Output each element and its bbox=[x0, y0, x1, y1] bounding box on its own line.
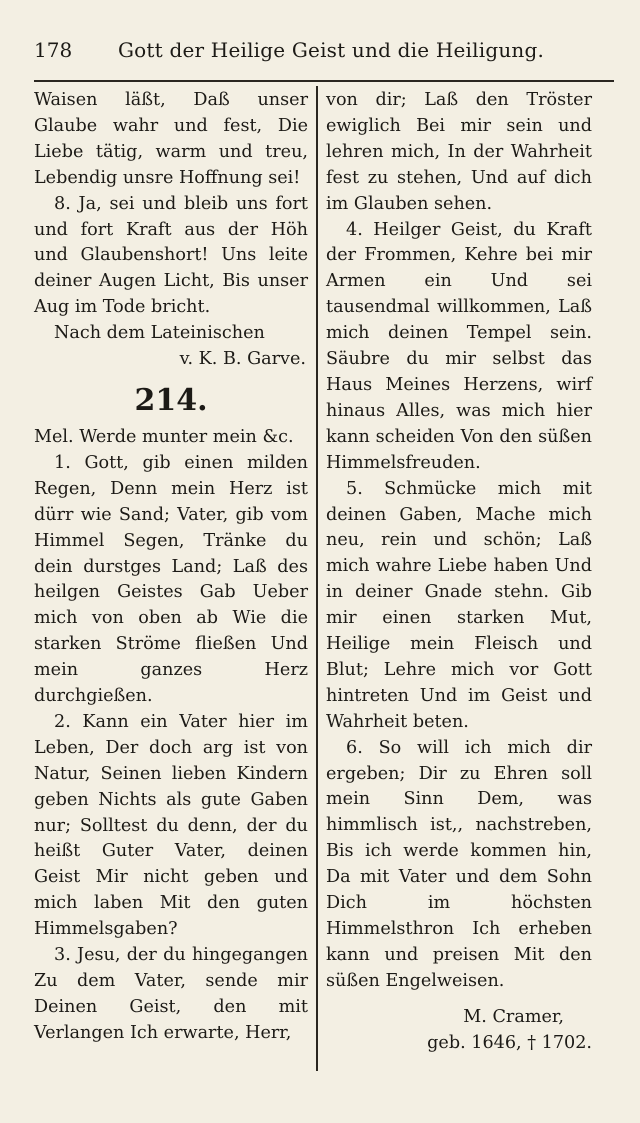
right-column bbox=[326, 88, 592, 1057]
translation-attribution: Nach dem Lateinischen bbox=[54, 323, 265, 344]
column-divider bbox=[316, 86, 318, 1071]
author-name: M. Cramer, bbox=[463, 1006, 564, 1027]
melody-line: Mel. Werde munter mein &c. bbox=[34, 426, 294, 447]
page-number: 178 bbox=[34, 38, 73, 62]
verse-3-end: von dir; Laß den Tröster ewiglich Bei mir sein und lehren mich, In der Wahrheit fest zu stehen, Und auf dich im Glauben sehen. bbox=[326, 90, 592, 214]
page-header bbox=[34, 38, 610, 72]
verse-1: 1. Gott, gib einen milden Regen, Denn mein Herz ist dürr wie Sand; Vater, gib vom Himmel Segen, Tränke du dein durstges Land; Laß des heilgen Geistes Gab Ueber mich von oben ab Wie die starken Ströme fließen Und mein ganzes Herz durchgießen. bbox=[34, 452, 308, 707]
verse-continuation: Waisen läßt, Daß unser Glaube wahr und fest, Die Liebe tätig, warm und treu, Lebendig unsre Hoffnung sei! bbox=[34, 90, 308, 188]
verse-5: 5. Schmücke mich mit deinen Gaben, Mache mich neu, rein und schön; Laß mich wahre Liebe haben Und in deiner Gnade stehn. Gib mir einen starken Mut, Heilige mein Fleisch und Blut; Lehre mich vor Gott hintreten Und im Geist und Wahrheit beten. bbox=[326, 478, 592, 732]
running-title: Gott der Heilige Geist und die Heiligung. bbox=[118, 38, 545, 62]
author-dates: geb. 1646, † 1702. bbox=[427, 1032, 592, 1053]
verse-2: 2. Kann ein Vater hier im Leben, Der doch arg ist von Natur, Seinen lieben Kindern geben Nichts als gute Gaben nur; Solltest du denn, der du heißt Guter Vater, deinen Geist Mir nicht geben und mich laben Mit den guten Himmelsgaben? bbox=[34, 711, 308, 940]
translator-name: v. K. B. Garve. bbox=[179, 349, 306, 370]
verse-4: 4. Heilger Geist, du Kraft der Frommen, Kehre bei mir Armen ein Und sei tausendmal willkommen, Laß mich deinen Tempel sein. Säubre du mir selbst das Haus Meines Herzens, wirf hinaus Alles, was mich hier kann scheiden Von den süßen Himmelsfreuden. bbox=[326, 219, 592, 473]
left-column bbox=[34, 88, 308, 1047]
verse-3-start: 3. Jesu, der du hingegangen Zu dem Vater, sende mir Deinen Geist, den mit Verlangen Ich erwarte, Herr, bbox=[34, 945, 308, 1043]
verse-6: 6. So will ich mich dir ergeben; Dir zu Ehren soll mein Sinn Dem, was himmlisch ist,, nachstreben, Bis ich werde kommen hin, Da mit Vater und dem Sohn Dich im höchsten Himmelsthron Ich erheben kann und preisen Mit den süßen Engelweisen. bbox=[326, 737, 592, 991]
hymn-number: 214. bbox=[134, 382, 208, 418]
verse-8: 8. Ja, sei und bleib uns fort und fort Kraft aus der Höh und Glaubenshort! Uns leite deiner Augen Licht, Bis unser Aug im Tode bricht. bbox=[34, 193, 308, 318]
header-rule bbox=[34, 80, 614, 82]
